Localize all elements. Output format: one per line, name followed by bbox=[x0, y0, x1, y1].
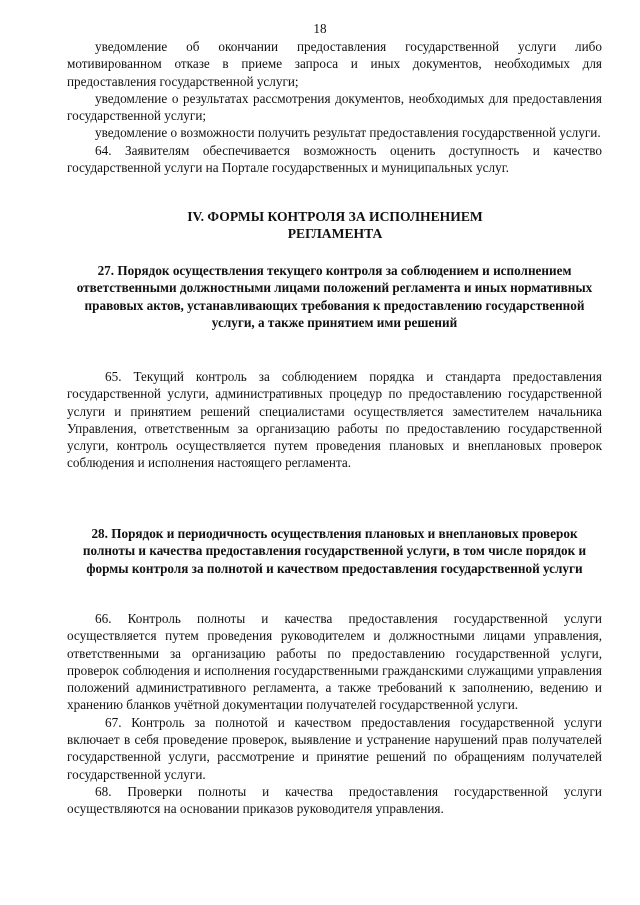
subsection-28-title: 28. Порядок и периодичность осуществления плановых и внеплановых проверок полноты и качества предоставления государственной услуги, в том числе порядок и формы контроля за полнотой и качеством предоставления государственной услуги bbox=[82, 526, 587, 576]
bottom-paragraphs bbox=[67, 610, 602, 818]
paragraph-67: 67. Контроль за полнотой и качеством предоставления государственной услуги включает в себя проведение проверок, выявление и устранение нарушений прав получателей государственной услуги, рассмотрение и принятие решений по обращениям получателей государственной услуги. bbox=[67, 714, 602, 782]
paragraph-68: 68. Проверки полноты и качества предоставления государственной услуги осуществляются на основании приказов руководителя управления. bbox=[67, 783, 602, 817]
subsection-27-title: 27. Порядок осуществления текущего контроля за соблюдением и исполнением ответственными должностными лицами положений регламента и иных нормативных правовых актов, устанавливающих требования к предоставлению государственной услуги, а также принятием ими решений bbox=[76, 263, 593, 330]
paragraph-notice-results: уведомление о результатах рассмотрения документов, необходимых для предоставления государственной услуги; bbox=[67, 90, 602, 124]
paragraph-65-block bbox=[67, 368, 602, 472]
page-number: 18 bbox=[313, 21, 327, 36]
section-title: IV. ФОРМЫ КОНТРОЛЯ ЗА ИСПОЛНЕНИЕМ РЕГЛАМЕНТА bbox=[187, 209, 483, 242]
paragraph-66: 66. Контроль полноты и качества предоставления государственной услуги осуществляется путем проведения руководителем и должностными лицами управления, ответственными за организацию работы по предоставлению государственной услуги, проверок соблюдения и исполнения государственными гражданскими служащими управления положений административного регламента, а также требований к заполнению, ведению и хранению бланков учётной документации получателей государственной услуги. bbox=[67, 611, 602, 713]
paragraph-notice-possibility: уведомление о возможности получить результат предоставления государственной услуги. bbox=[95, 125, 601, 141]
top-paragraphs bbox=[67, 38, 602, 176]
paragraph-65: 65. Текущий контроль за соблюдением порядка и стандарта предоставления государственной услуги, административных процедур по предоставлению государственной услуги и принятием решений специалистами осуществляется заместителем начальника Управления, ответственным за организацию работы по предоставлению государственной услуги, контроль осуществляется путем проведения плановых и внеплановых проверок соблюдения и исполнения настоящего регламента. bbox=[67, 369, 602, 471]
paragraph-notice-end: уведомление об окончании предоставления государственной услуги либо мотивированном отказе в приеме запроса и иных документов, необходимых для предоставления государственной услуги; bbox=[67, 39, 602, 89]
paragraph-64: 64. Заявителям обеспечивается возможность оценить доступность и качество государственной услуги на Портале государственных и муниципальных услуг. bbox=[67, 142, 602, 176]
